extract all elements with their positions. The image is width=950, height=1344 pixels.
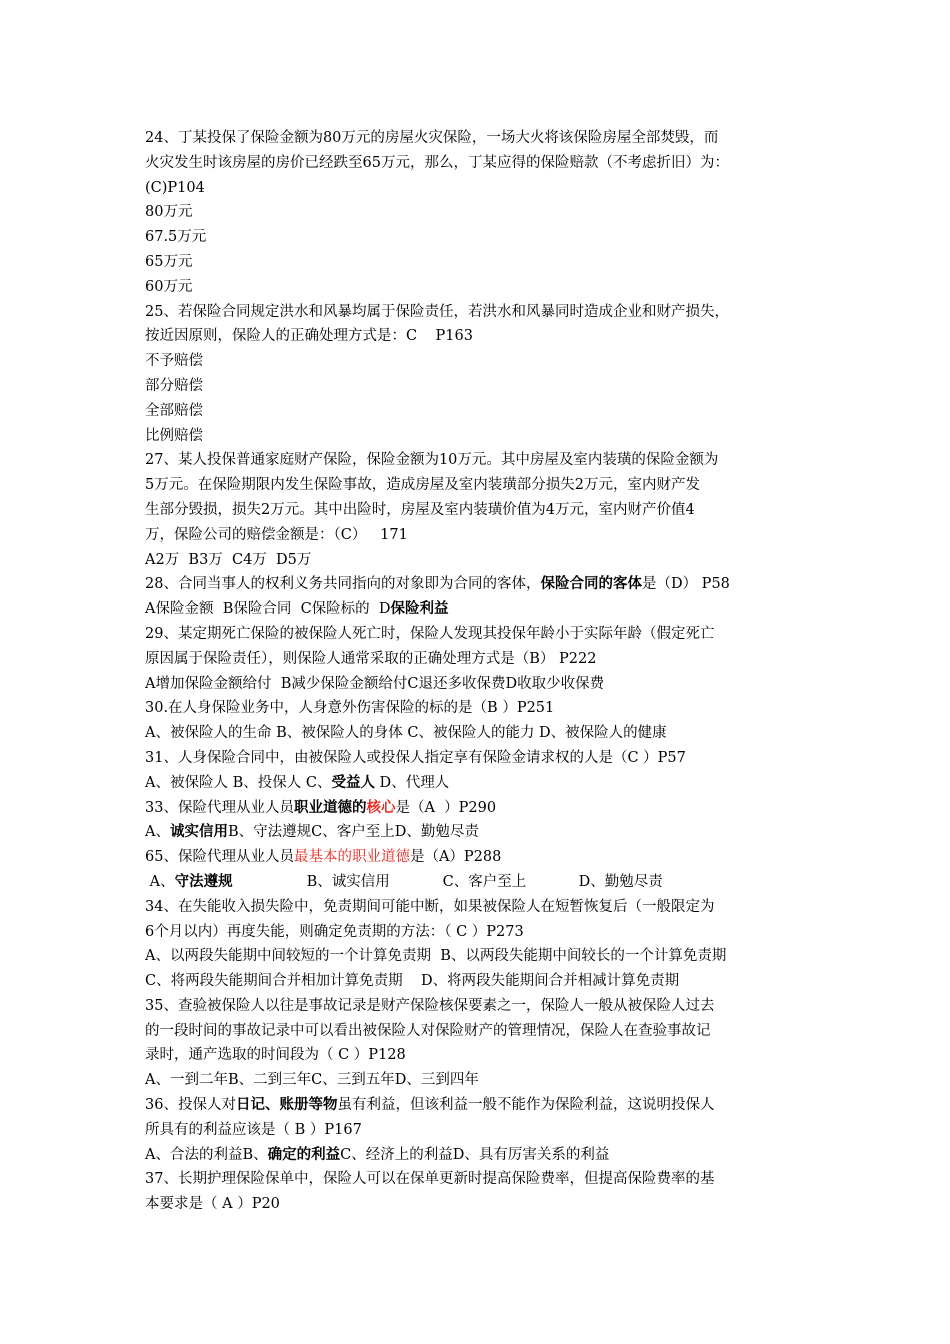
q36-options: A、合法的利益B、确定的利益C、经济上的利益D、具有厉害关系的利益 <box>145 1146 610 1163</box>
q24-line-3: (C)P104 <box>145 179 205 196</box>
highlight-bold: 日记、账册等物 <box>235 1097 338 1114</box>
highlight-red: 最基本的职业道德 <box>293 849 410 866</box>
q25-option-d: 比例赔偿 <box>145 427 203 444</box>
q31-options: A、被保险人 B、投保人 C、受益人 D、代理人 <box>145 774 450 791</box>
q33-options: A、诚实信用B、守法遵规C、客户至上D、勤勉尽责 <box>145 824 479 841</box>
q34-line-1: 34、在失能收入损失险中，免责期间可能中断，如果被保险人在短暂恢复后（一般限定为 <box>145 898 715 915</box>
q27-line-1: 27、某人投保普通家庭财产保险，保险金额为10万元。其中房屋及室内装璜的保险金额为 <box>145 452 719 469</box>
q37-line-1: 37、长期护理保险保单中，保险人可以在保单更新时提高保险费率，但提高保险费率的基 <box>145 1171 715 1188</box>
document-page <box>145 126 815 1217</box>
q33-line-1: 33、保险代理从业人员职业道德的核心是（A ）P290 <box>145 799 497 816</box>
highlight-bold: 确定的利益 <box>267 1146 341 1163</box>
q24-line-2: 火灾发生时该房屋的房价已经跌至65万元，那么，丁某应得的保险赔款（不考虑折旧）为： <box>145 154 729 171</box>
highlight-bold: 诚实信用 <box>169 824 228 841</box>
q35-line-2: 的一段时间的事故记录中可以看出被保险人对保险财产的管理情况，保险人在查验事故记 <box>145 1022 711 1039</box>
q25-option-a: 不予赔偿 <box>145 353 203 370</box>
q36-line-1: 36、投保人对日记、账册等物虽有利益，但该利益一般不能作为保险利益，这说明投保人 <box>145 1097 715 1114</box>
q29-options: A增加保险金额给付 B减少保险金额给付C退还多收保费D收取少收保费 <box>145 675 605 692</box>
q35-line-1: 35、查验被保险人以往是事故记录是财产保险核保要素之一，保险人一般从被保险人过去 <box>145 997 715 1014</box>
q34-line-2: 6个月以内）再度失能，则确定免责期的方法：（ C ）P273 <box>145 923 524 940</box>
q27-line-2: 5万元。在保险期限内发生保险事故，造成房屋及室内装璜部分损失2万元，室内财产发 <box>145 477 700 494</box>
q24-option-b: 67.5万元 <box>145 229 207 246</box>
q27-line-4: 万，保险公司的赔偿金额是：（C） 171 <box>145 526 408 543</box>
q29-line-1: 29、某定期死亡保险的被保险人死亡时，保险人发现其投保年龄小于实际年龄（假定死亡 <box>145 625 715 642</box>
q30-line-1: 30.在人身保险业务中，人身意外伤害保险的标的是（B ）P251 <box>145 700 555 717</box>
q25-line-1: 25、若保险合同规定洪水和风暴均属于保险责任，若洪水和风暴同时造成企业和财产损失， <box>145 303 729 320</box>
q25-option-c: 全部赔偿 <box>145 402 203 419</box>
q65-options: A、守法遵规 B、诚实信用 C、客户至上 D、勤勉尽责 <box>145 870 815 895</box>
highlight-bold: 职业道德的 <box>293 799 367 816</box>
q34-options-1: A、以两段失能期中间较短的一个计算免责期 B、以两段失能期中间较长的一个计算免责期 <box>145 948 727 965</box>
q25-line-2: 按近因原则，保险人的正确处理方式是：C P163 <box>145 328 473 345</box>
highlight-bold-red: 核心 <box>366 799 396 816</box>
q25-option-b: 部分赔偿 <box>145 377 203 394</box>
highlight-bold: 受益人 <box>331 774 375 791</box>
q24-option-c: 65万元 <box>145 253 193 270</box>
q27-options: A2万 B3万 C4万 D5万 <box>145 551 312 568</box>
q24-option-a: 80万元 <box>145 204 193 221</box>
q31-line-1: 31、人身保险合同中，由被保险人或投保人指定享有保险金请求权的人是（C ）P57 <box>145 749 686 766</box>
q30-options: A、被保险人的生命 B、被保险人的身体 C、被保险人的能力 D、被保险人的健康 <box>145 725 667 742</box>
q24-line-1: 24、丁某投保了保险金额为80万元的房屋火灾保险，一场大火将该保险房屋全部焚毁，而 <box>145 130 719 146</box>
q27-line-3: 生部分毁损，损失2万元。其中出险时，房屋及室内装璜价值为4万元，室内财产价值4 <box>145 501 695 518</box>
q29-line-2: 原因属于保险责任），则保险人通常采取的正确处理方式是（B） P222 <box>145 650 597 667</box>
q65-line-1: 65、保险代理从业人员最基本的职业道德是（A）P288 <box>145 849 502 866</box>
q35-line-3: 录时，通产选取的时间段为（ C ）P128 <box>145 1047 406 1064</box>
highlight-bold: 保险合同的客体 <box>540 576 642 593</box>
highlight-bold: 保险利益 <box>390 601 449 618</box>
q36-line-2: 所具有的利益应该是（ B ）P167 <box>145 1121 362 1138</box>
q28-options: A保险金额 B保险合同 C保险标的 D保险利益 <box>145 601 449 618</box>
q35-options: A、一到二年B、二到三年C、三到五年D、三到四年 <box>145 1072 479 1089</box>
highlight-bold: 守法遵规 <box>174 873 233 890</box>
q28-line-1: 28、合同当事人的权利义务共同指向的对象即为合同的客体，保险合同的客体是（D） P58 <box>145 576 730 593</box>
q24-option-d: 60万元 <box>145 278 193 295</box>
q37-line-2: 本要求是（ A ）P20 <box>145 1196 280 1213</box>
q34-options-2: C、将两段失能期间合并相加计算免责期 D、将两段失能期间合并相减计算免责期 <box>145 973 680 990</box>
